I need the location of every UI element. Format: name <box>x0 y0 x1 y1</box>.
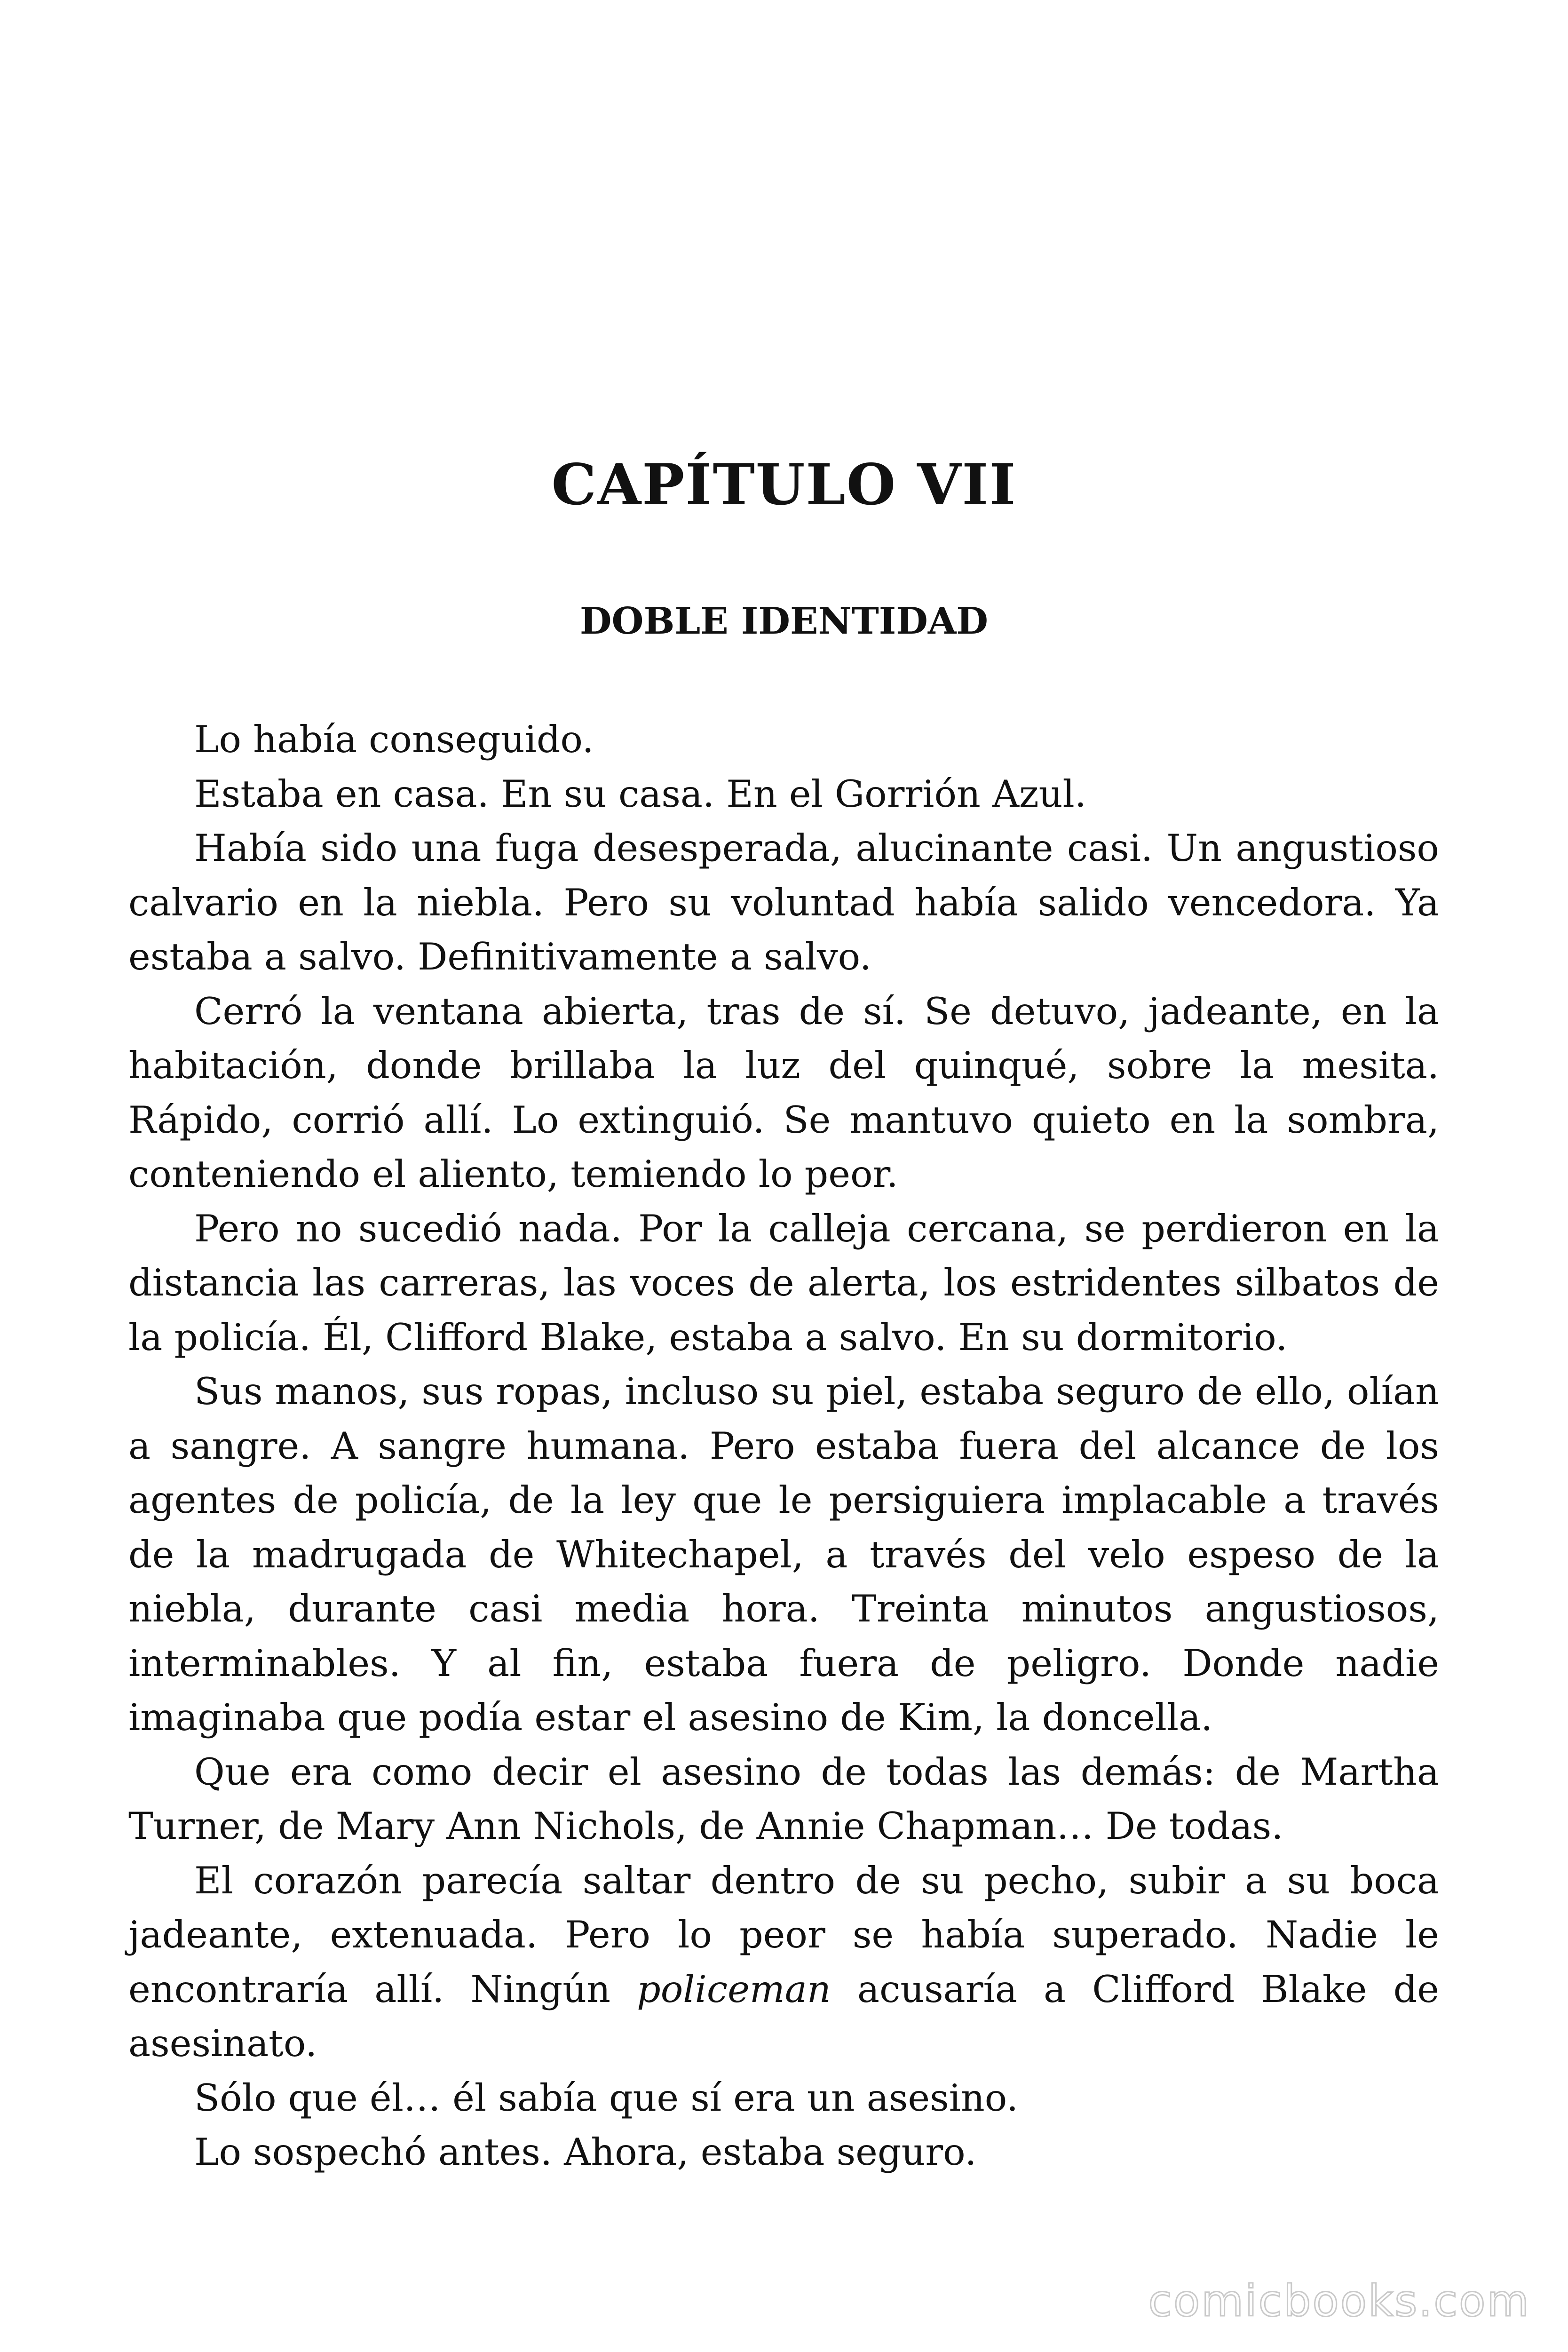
paragraph-8-before: El corazón parecía saltar dentro de su pecho, subir a su boca jadeante, extenuada. Pero lo peor se había superado. Nadie le encontraría allí. Ningún <box>128 1859 1439 2011</box>
paragraph-2: Estaba en casa. En su casa. En el Gorrión Azul. <box>194 772 1086 816</box>
paragraph-10: Lo sospechó antes. Ahora, estaba seguro. <box>194 2130 977 2174</box>
paragraph-8-italic: policeman <box>637 1967 831 2011</box>
paragraph-8-after: acusaría a Clifford Blake de asesinato. <box>128 1967 1439 2065</box>
paragraph-8 <box>128 1854 1439 2071</box>
paragraph-5: Pero no sucedió nada. Por la calleja cercana, se perdieron en la distancia las carreras, las voces de alerta, los estridentes silbatos de la policía. Él, Clifford Blake, estaba a salvo. En su dormitorio. <box>128 1207 1439 1359</box>
chapter-body <box>128 713 1439 2180</box>
watermark: comicbooks.com <box>1148 2276 1530 2326</box>
paragraph-4: Cerró la ventana abierta, tras de sí. Se detuvo, jadeante, en la habitación, donde brillaba la luz del quinqué, sobre la mesita. Rápido, corrió allí. Lo extinguió. Se mantuvo quieto en la sombra, conteniendo el aliento, temiendo lo peor. <box>128 989 1439 1196</box>
chapter-title: CAPÍTULO VII <box>551 452 1017 518</box>
paragraph-7: Que era como decir el asesino de todas las demás: de Martha Turner, de Mary Ann Nichols, de Annie Chapman… De todas. <box>128 1750 1439 1848</box>
paragraph-3: Había sido una fuga desesperada, alucinante casi. Un angustioso calvario en la niebla. Pero su voluntad había salido vencedora. Ya estaba a salvo. Definitivamente a salvo. <box>128 826 1439 978</box>
paragraph-6: Sus manos, sus ropas, incluso su piel, estaba seguro de ello, olían a sangre. A sangre humana. Pero estaba fuera del alcance de los agentes de policía, de la ley que le persiguiera implacable a través de la madrugada de Whitechapel, a través del velo espeso de la niebla, durante casi media hora. Treinta minutos angustiosos, interminables. Y al fin, estaba fuera de peligro. Donde nadie imaginaba que podía estar el asesino de Kim, la doncella. <box>128 1370 1439 1739</box>
chapter-subtitle: DOBLE IDENTIDAD <box>579 600 989 643</box>
paragraph-9: Sólo que él… él sabía que sí era un asesino. <box>194 2076 1019 2120</box>
paragraph-1: Lo había conseguido. <box>194 718 594 761</box>
